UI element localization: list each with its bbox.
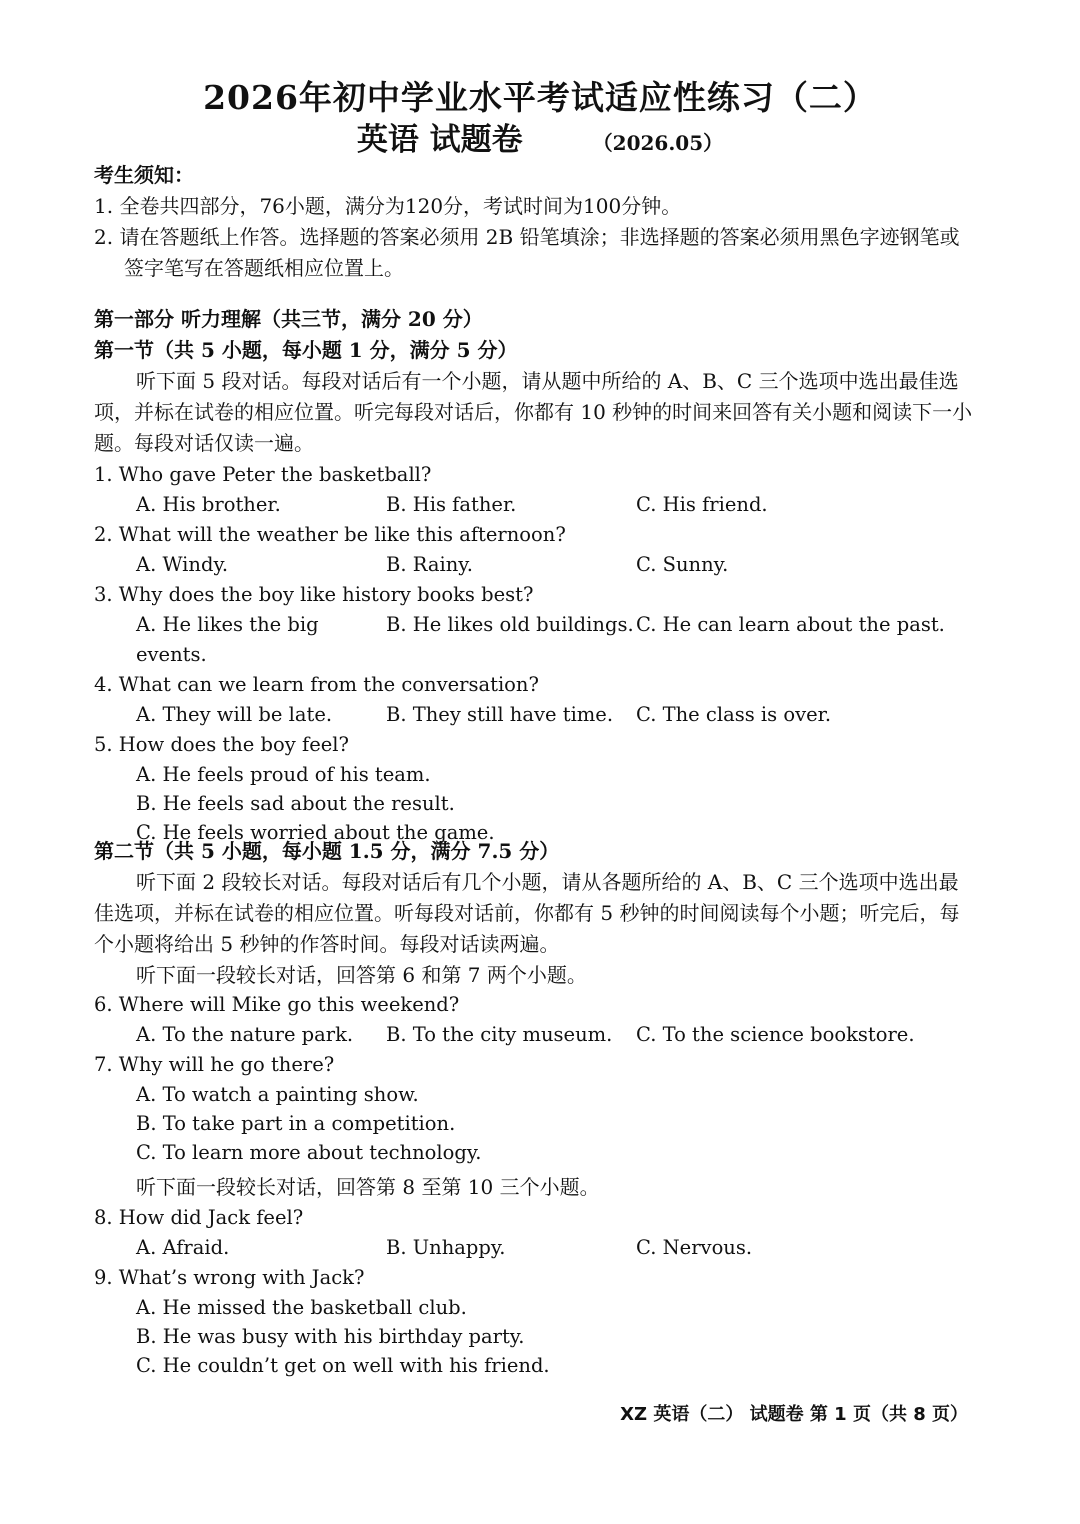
option-c: C. The class is over. bbox=[636, 703, 832, 726]
question-1: 1. Who gave Peter the basketball? bbox=[94, 463, 432, 486]
option-c: C. He feels worried about the game. bbox=[136, 821, 495, 844]
option-b: B. Rainy. bbox=[386, 553, 473, 576]
exam-title: 2026年初中学业水平考试适应性练习（二） bbox=[203, 78, 877, 117]
option-a: A. He missed the basketball club. bbox=[136, 1296, 467, 1319]
option-b: B. They still have time. bbox=[386, 703, 614, 726]
option-a: A. He likes the big events. bbox=[136, 613, 319, 666]
part1-heading: 第一部分 听力理解（共三节，满分 20 分） bbox=[94, 307, 483, 331]
option-b: B. He likes old buildings. bbox=[386, 613, 634, 636]
question-6-options bbox=[94, 1020, 974, 1050]
option-a: A. His brother. bbox=[136, 493, 281, 516]
option-b: B. His father. bbox=[386, 493, 517, 516]
question-2-options bbox=[94, 550, 974, 580]
question-4: 4. What can we learn from the conversation? bbox=[94, 673, 539, 696]
option-c: C. To learn more about technology. bbox=[136, 1141, 482, 1164]
section2-questions-a bbox=[94, 990, 974, 1167]
question-8: 8. How did Jack feel? bbox=[94, 1206, 304, 1229]
question-7-options bbox=[94, 1080, 974, 1167]
option-c: C. He can learn about the past. bbox=[636, 613, 945, 636]
exam-subtitle bbox=[0, 114, 1080, 159]
dialog2-intro: 听下面一段较长对话，回答第 8 至第 10 三个小题。 bbox=[136, 1175, 600, 1199]
option-b: B. He feels sad about the result. bbox=[136, 792, 455, 815]
question-8-options bbox=[94, 1233, 974, 1263]
section1-instruction: 听下面 5 段对话。每段对话后有一个小题，请从题中所给的 A、B、C 三个选项中选出最佳选项，并标在试卷的相应位置。听完每段对话后，你都有 10 秒钟的时间来回答有关小题和阅读下一小题。每段对话仅读一遍。 bbox=[94, 369, 973, 455]
notice-block bbox=[94, 160, 974, 284]
option-c: C. To the science bookstore. bbox=[636, 1023, 915, 1046]
exam-date: （2026.05） bbox=[592, 131, 724, 155]
notice-item-2: 2. 请在答题纸上作答。选择题的答案必须用 2B 铅笔填涂；非选择题的答案必须用黑色字迹钢笔或签字笔写在答题纸相应位置上。 bbox=[94, 225, 960, 280]
option-c: C. Nervous. bbox=[636, 1236, 753, 1259]
section2-questions-b bbox=[94, 1172, 974, 1380]
section1-heading: 第一节（共 5 小题，每小题 1 分，满分 5 分） bbox=[94, 338, 518, 362]
dialog1-intro: 听下面一段较长对话，回答第 6 和第 7 两个小题。 bbox=[136, 963, 587, 987]
question-9-options bbox=[94, 1293, 974, 1380]
question-2: 2. What will the weather be like this afternoon? bbox=[94, 523, 566, 546]
option-b: B. He was busy with his birthday party. bbox=[136, 1325, 525, 1348]
section1-questions bbox=[94, 460, 974, 847]
question-3: 3. Why does the boy like history books best? bbox=[94, 583, 534, 606]
option-c: C. His friend. bbox=[636, 493, 768, 516]
option-b: B. To the city museum. bbox=[386, 1023, 613, 1046]
option-a: A. To the nature park. bbox=[136, 1023, 354, 1046]
option-a: A. Windy. bbox=[136, 553, 229, 576]
question-6: 6. Where will Mike go this weekend? bbox=[94, 993, 460, 1016]
option-c: C. Sunny. bbox=[636, 553, 729, 576]
notice-heading: 考生须知： bbox=[94, 163, 194, 187]
option-a: A. He feels proud of his team. bbox=[136, 763, 431, 786]
question-5-options bbox=[94, 760, 974, 847]
question-1-options bbox=[94, 490, 974, 520]
question-5: 5. How does the boy feel? bbox=[94, 733, 349, 756]
option-a: A. Afraid. bbox=[136, 1236, 230, 1259]
option-b: B. To take part in a competition. bbox=[136, 1112, 456, 1135]
subject-title: 英语 试题卷 bbox=[356, 122, 523, 158]
option-c: C. He couldn’t get on well with his friend. bbox=[136, 1354, 550, 1377]
option-a: A. To watch a painting show. bbox=[136, 1083, 419, 1106]
part1-block bbox=[94, 304, 974, 459]
question-9: 9. What’s wrong with Jack? bbox=[94, 1266, 365, 1289]
question-4-options bbox=[94, 700, 974, 730]
option-b: B. Unhappy. bbox=[386, 1236, 506, 1259]
section2-block bbox=[94, 836, 974, 991]
section2-heading: 第二节（共 5 小题，每小题 1.5 分，满分 7.5 分） bbox=[94, 839, 560, 863]
page-footer: XZ 英语（二） 试题卷 第 1 页（共 8 页） bbox=[620, 1404, 968, 1425]
section2-instruction: 听下面 2 段较长对话。每段对话后有几个小题，请从各题所给的 A、B、C 三个选项中选出最佳选项，并标在试卷的相应位置。听每段对话前，你都有 5 秒钟的时间阅读每个小题；听完后，每个小题将给出 5 秒钟的作答时间。每段对话读两遍。 bbox=[94, 870, 960, 956]
question-7: 7. Why will he go there? bbox=[94, 1053, 335, 1076]
question-3-options bbox=[94, 610, 974, 670]
option-a: A. They will be late. bbox=[136, 703, 333, 726]
notice-item-1: 1. 全卷共四部分，76小题，满分为120分，考试时间为100分钟。 bbox=[94, 194, 682, 218]
